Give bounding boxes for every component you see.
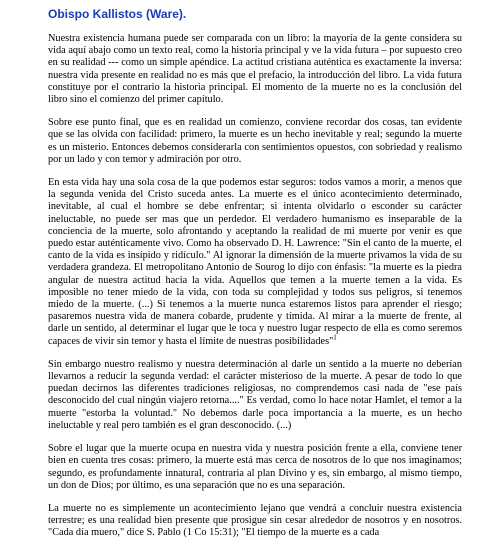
paragraph-text: En esta vida hay una sola cosa de la que podemos estar seguros: todos vamos a morir, a menos que la segunda venida del Cristo suceda antes. La muerte es el único acontecimiento determinado, inevitable, al cual el hombre se debe enfrentar; si intenta olvidarlo o esconder su carácter ineluctable, no puede ser mas que un perdedor. El verdadero humanismo es inseparable de la conciencia de la muerte, solo afrontando y aceptando la realidad de mi muerte por venir es que puedo estar auténticamente vivo. Como ha observado D. H. Lawrence: "Sin el canto de la muerte, el canto de la vida es insípido y ridículo." Al ignorar la dimensión de la muerte privamos la vida de su verdadera grandeza. El metropolitano Antonio de Sourog lo dijo con énfasis: "la muerte es la piedra angular de nuestra actitud hacia la vida. Aquellos que temen a la muerte temen a la vida. Es imposible no tener miedo de la vida, con toda su complejidad y todos sus peligros, si tenemos miedo de la muerte. (...) Si tenemos a la muerte nunca estaremos listos para aprender el riesgo; pasaremos nuestra vida de manera cobarde, prudente y tímida. Al mirar a la muerte de frente, al darle un sentido, al determinar el lugar que le toca y nuestro lugar respecto de ella es como seremos capaces de vivir sin temor y hasta el límite de nuestras posibilidades"	[48, 177, 462, 347]
document-page	[48, 0, 462, 539]
document-title: Obispo Kallistos (Ware).	[48, 7, 187, 21]
paragraph	[48, 177, 462, 348]
paragraph: Sobre el lugar que la muerte ocupa en nuestra vida y nuestra posición frente a ella, conviene tener bien en cuenta tres cosas: primero, la muerte está mas cerca de nosotros de lo que nos imaginamos; segundo, es profundamente innatural, contraria al plan Divino y es, sin embargo, al mismo tiempo, un don de Dios; por último, es una separación que no es una separación.	[48, 443, 462, 491]
paragraph: Sin embargo nuestro realismo y nuestra determinación al darle un sentido a la muerte no deberían llevarnos a reducir la segunda verdad: el carácter misterioso de la muerte. A pesar de todo lo que puedan decirnos las diferentes tradiciones religiosas, no comprendemos casi nada de "ese país desconocido del cual ningún viajero retorna...." Es verdad, como lo hace notar Hamlet, el temor a la muerte "estorba la voluntad." No debemos darle poca importancia a la muerte, es un hecho ineluctable y real pero también es el gran desconocido. (...)	[48, 358, 462, 431]
paragraph: Nuestra existencia humana puede ser comparada con un libro: la mayoría de la gente considera su vida aquí abajo como un texto real, como la historia principal y ve la vida futura – por supuesto creo en su realidad --- como un simple apéndice. La actitud cristiana auténtica es exactamente la inversa: nuestra vida presente en realidad no es más que el prefacio, la introducción del libro. La vida futura constituye por el contrario la historia principal. El momento de la muerte no es la conclusión del libro sino el comienzo del primer capítulo.	[48, 33, 462, 106]
footnote-marker[interactable]: 1	[333, 333, 337, 342]
paragraph: Sobre ese punto final, que es en realidad un comienzo, conviene recordar dos cosas, tan evidente que se las olvida con facilidad: primero, la muerte es un hecho inevitable y real; segundo la muerte es un misterio. Entonces debemos considerarla con sentimientos opuestos, con sobriedad y realismo por un lado y con temor y admiración por otro.	[48, 117, 462, 165]
paragraph: La muerte no es simplemente un acontecimiento lejano que vendrá a concluir nuestra existencia terrestre; es una realidad bien presente que prosigue sin cesar alrededor de nosotros y en nosotros. "Cada día muero," dice S. Pablo (1 Co 15:31); "El tiempo de la muerte es a cada	[48, 502, 462, 539]
